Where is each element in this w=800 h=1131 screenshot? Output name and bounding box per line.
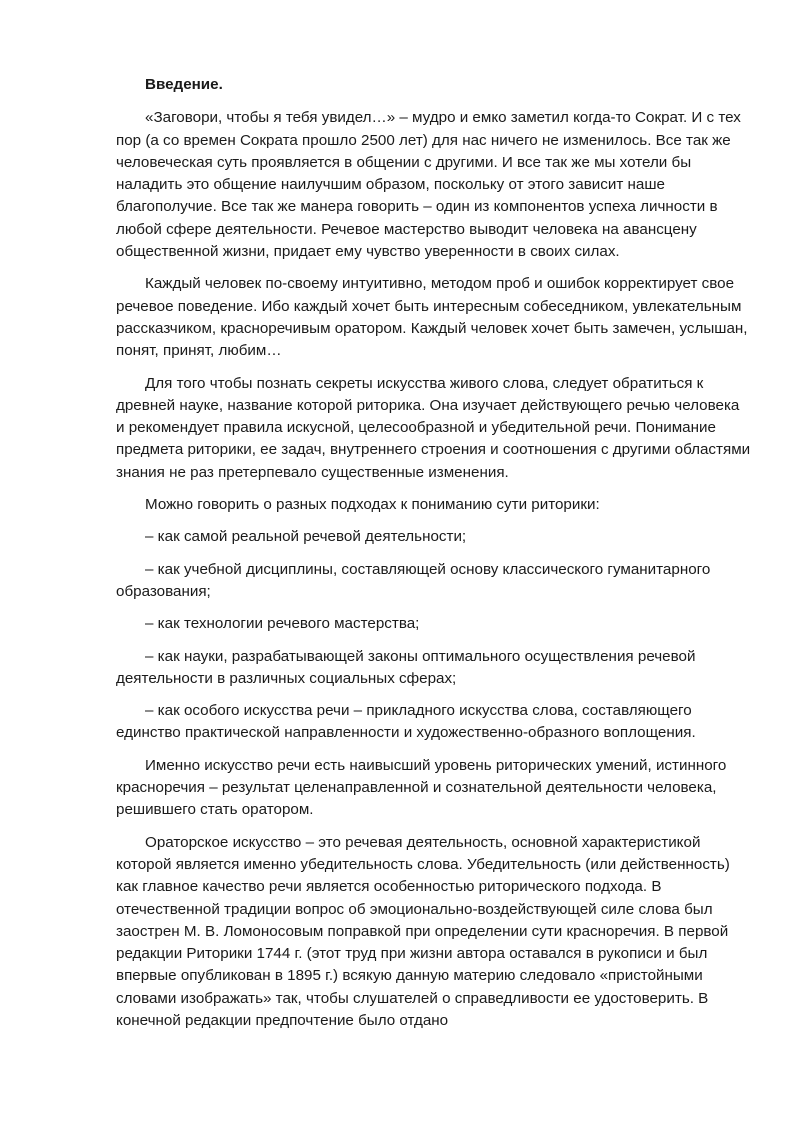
paragraph-art-of-speech: Именно искусство речи есть наивысший уровень риторических умений, истинного красноречия – результат целенаправленной и сознательной деятельности человека, решившего стать оратором.	[116, 756, 727, 819]
paragraph-intro: «Заговори, чтобы я тебя увидел…» – мудро и емко заметил когда-то Сократ. И с тех пор (а со времен Сократа прошло 2500 лет) для нас ничего не изменилось. Все так же человеческая суть проявляется в общении с другими. И все так же мы хотели бы наладить это общение наилучшим образом, поскольку от этого зависит наше благополучие. Все так же манера говорить – один из компонентов успеха личности в любой сфере деятельности. Речевое мастерство выводит человека на авансцену общественной жизни, придает ему чувство уверенности в своих силах.	[116, 109, 741, 261]
list-item-art: – как особого искусства речи – прикладного искусства слова, составляющего единство практической направленности и художественно-образного воплощения.	[116, 702, 696, 742]
section-heading: Введение.	[145, 76, 223, 93]
list-item-discipline: – как учебной дисциплины, составляющей основу классического гуманитарного образования;	[116, 560, 711, 600]
document-body	[116, 74, 752, 1042]
list-item-technology: – как технологии речевого мастерства;	[145, 615, 420, 633]
paragraph-approaches-intro: Можно говорить о разных подходах к пониманию сути риторики:	[145, 496, 600, 514]
list-item-science: – как науки, разрабатывающей законы оптимального осуществления речевой деятельности в различных социальных сферах;	[116, 647, 696, 687]
paragraph-rhetoric-science: Для того чтобы познать секреты искусства живого слова, следует обратиться к древней науке, название которой риторика. Она изучает действующего речью человека и рекомендует правила искусной, целесообразной и убедительной речи. Понимание предмета риторики, ее задач, внутреннего строения и соотношения с другими областями знания не раз претерпевало существенные изменения.	[116, 374, 751, 481]
paragraph-speech-behavior: Каждый человек по-своему интуитивно, методом проб и ошибок корректирует свое речевое поведение. Ибо каждый хочет быть интересным собеседником, увлекательным рассказчиком, красноречивым оратором. Каждый человек хочет быть замечен, услышан, понят, принят, любим…	[116, 275, 748, 360]
paragraph-oratory: Ораторское искусство – это речевая деятельность, основной характеристикой которой является именно убедительность слова. Убедительность (или действенность) как главное качество речи является особенностью риторического подхода. В отечественной традиции вопрос об эмоционально-воздействующей силе слова был заострен М. В. Ломоносовым поправкой при определении сути красноречия. В первой редакции Риторики 1744 г. (этот труд при жизни автора оставался в рукописи и был впервые опубликован в 1895 г.) всякую данную материю следовало «пристойными словами изображать» так, чтобы слушателей о справедливости ее удостоверить. В конечной редакции предпочтение было отдано	[116, 833, 730, 1029]
list-item-speech-activity: – как самой реальной речевой деятельности;	[145, 528, 467, 546]
